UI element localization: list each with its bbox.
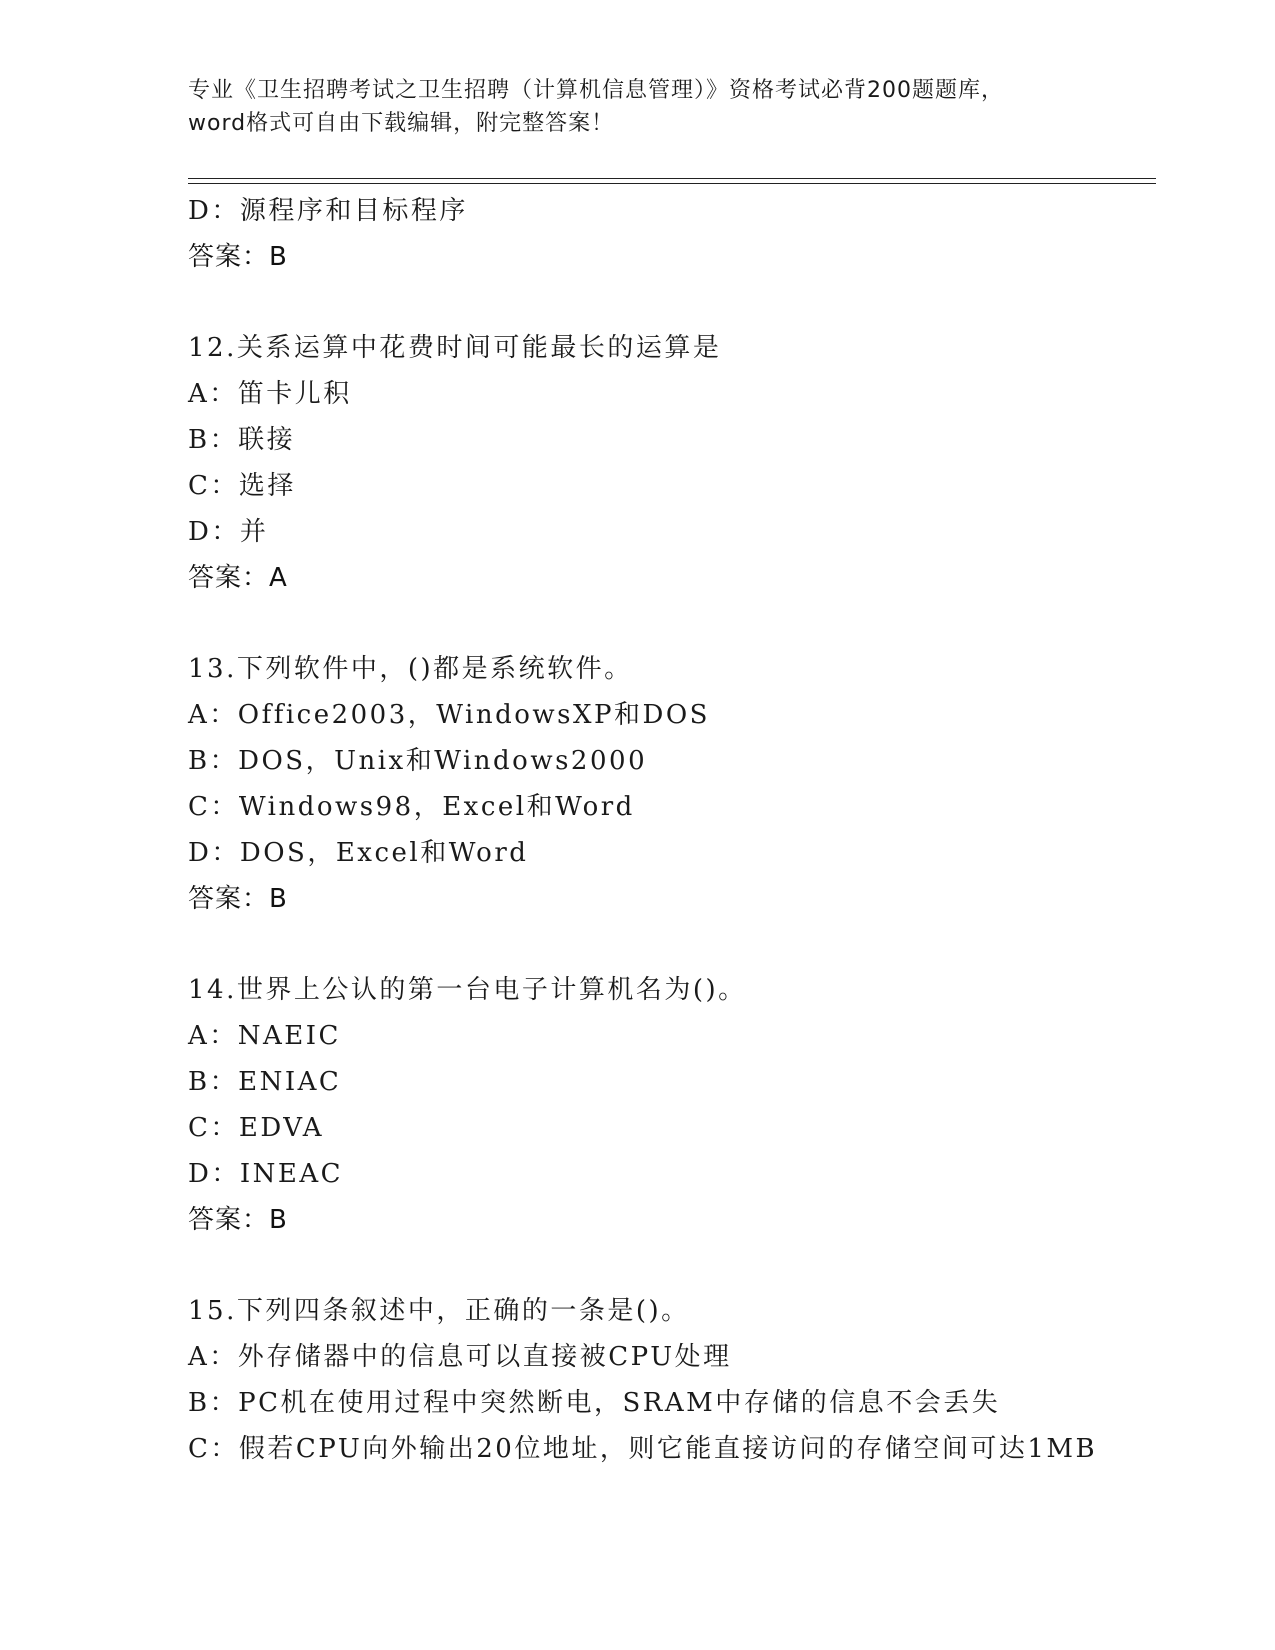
q12-option-a: A：笛卡儿积 bbox=[188, 379, 352, 409]
q15-option-b: B：PC机在使用过程中突然断电，SRAM中存储的信息不会丢失 bbox=[188, 1388, 1001, 1418]
question-content bbox=[188, 188, 1148, 1472]
document-header bbox=[188, 74, 1088, 140]
q14-option-a: A：NAEIC bbox=[188, 1021, 341, 1051]
spacer bbox=[188, 922, 1148, 967]
q14-option-b: B：ENIAC bbox=[188, 1067, 342, 1097]
spacer bbox=[188, 280, 1148, 325]
spacer bbox=[188, 601, 1148, 646]
q12-option-d: D：并 bbox=[188, 517, 269, 547]
q12-option-c: C：选择 bbox=[188, 471, 296, 501]
q14-answer: 答案：B bbox=[188, 1205, 288, 1235]
q13-option-d: D：DOS，Excel和Word bbox=[188, 838, 529, 868]
q14-stem: 14.世界上公认的第一台电子计算机名为()。 bbox=[188, 975, 747, 1005]
q13-option-c: C：Windows98，Excel和Word bbox=[188, 792, 635, 822]
q11-option-d: D：源程序和目标程序 bbox=[188, 196, 468, 226]
header-line-2: word格式可自由下载编辑，附完整答案！ bbox=[188, 111, 615, 136]
header-divider-bottom bbox=[188, 183, 1156, 184]
q11-answer: 答案：B bbox=[188, 242, 288, 272]
q14-option-d: D：INEAC bbox=[188, 1159, 344, 1189]
q13-stem: 13.下列软件中，()都是系统软件。 bbox=[188, 654, 633, 684]
header-line-1: 专业《卫生招聘考试之卫生招聘（计算机信息管理）》资格考试必背200题题库， bbox=[188, 78, 1004, 103]
q13-option-a: A：Office2003，WindowsXP和DOS bbox=[188, 700, 710, 730]
q15-option-a: A：外存储器中的信息可以直接被CPU处理 bbox=[188, 1342, 732, 1372]
spacer bbox=[188, 1243, 1148, 1288]
q14-option-c: C：EDVA bbox=[188, 1113, 325, 1143]
q13-option-b: B：DOS，Unix和Windows2000 bbox=[188, 746, 648, 776]
header-divider-top bbox=[188, 178, 1156, 179]
q12-option-b: B：联接 bbox=[188, 425, 296, 455]
q15-stem: 15.下列四条叙述中，正确的一条是()。 bbox=[188, 1296, 690, 1326]
q15-option-c: C：假若CPU向外输出20位地址，则它能直接访问的存储空间可达1MB bbox=[188, 1434, 1098, 1464]
q12-answer: 答案：A bbox=[188, 563, 288, 593]
q13-answer: 答案：B bbox=[188, 884, 288, 914]
q12-stem: 12.关系运算中花费时间可能最长的运算是 bbox=[188, 333, 722, 363]
